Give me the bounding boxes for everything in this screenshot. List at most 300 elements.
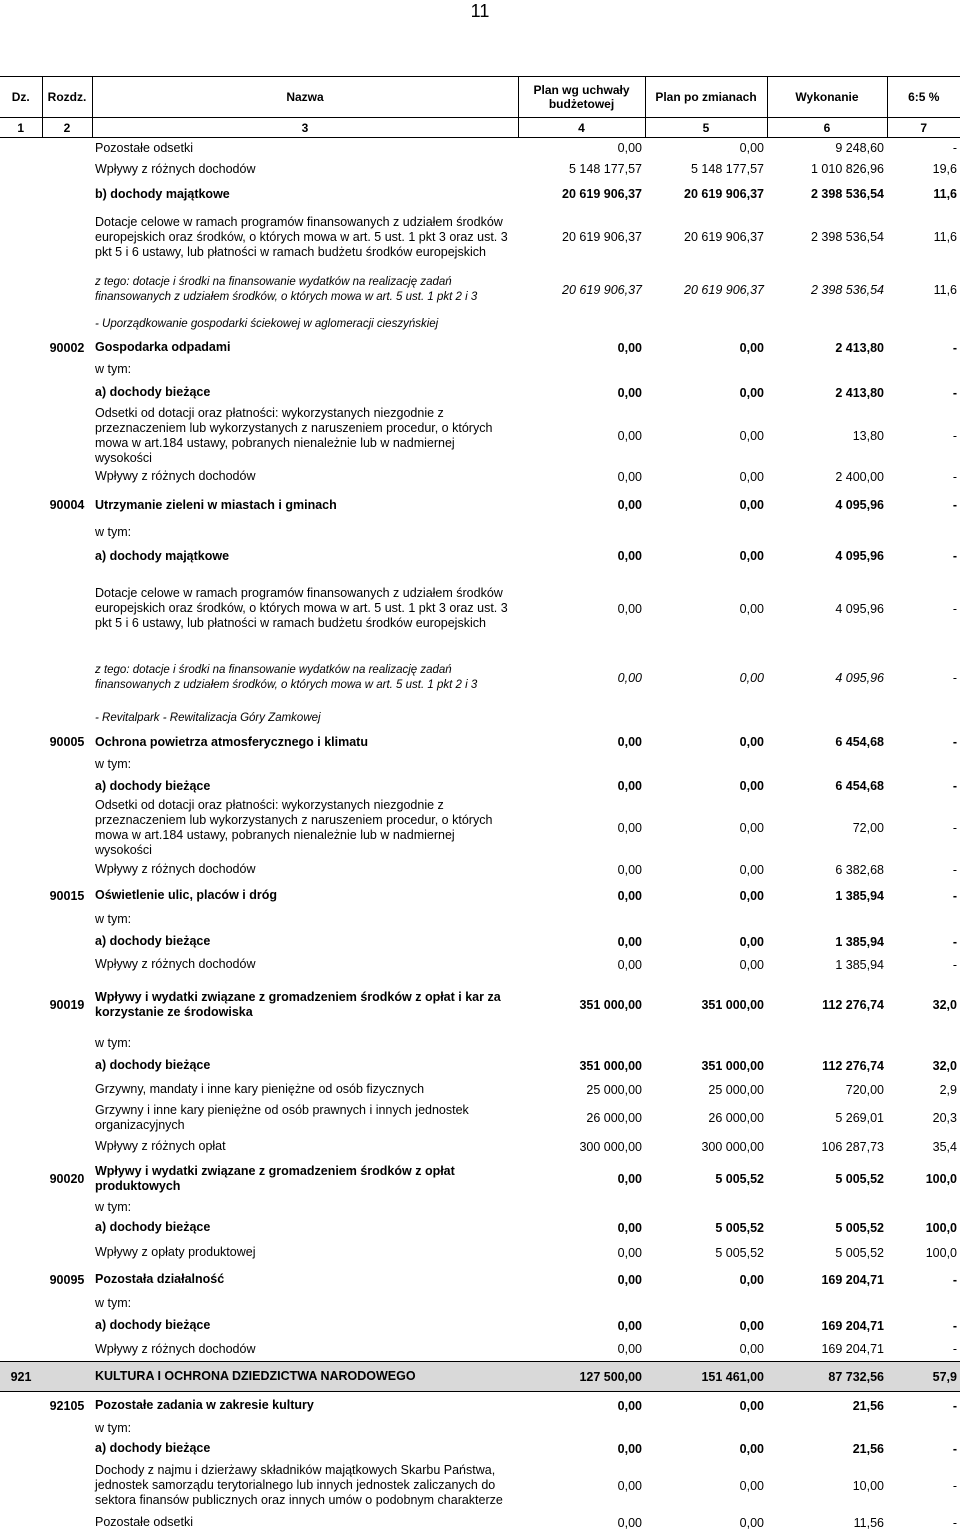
rozdz-cell xyxy=(42,858,92,882)
rozdz-cell xyxy=(42,543,92,570)
name-cell: w tym: xyxy=(95,525,132,539)
rozdz-cell xyxy=(42,1314,92,1338)
plan-uchwaly-cell: 20 619 906,37 xyxy=(562,282,642,297)
pct-cell: - xyxy=(952,1441,957,1456)
plan-zmianach-cell xyxy=(645,1199,767,1216)
rozdz-cell: 90020 xyxy=(49,1171,85,1186)
name-cell: KULTURA I OCHRONA DZIEDZICTWA NARODOWEGO xyxy=(92,1362,518,1392)
plan-uchwaly-cell xyxy=(518,910,645,930)
table-row xyxy=(0,755,960,775)
name-cell: Gospodarka odpadami xyxy=(95,340,231,354)
pct-cell: - xyxy=(952,549,957,563)
plan-uchwaly-cell: 20 619 906,37 xyxy=(562,187,642,201)
name-cell: Odsetki od dotacji oraz płatności: wykorzystanych niezgodnie z przeznaczeniem lub wykorzystanych z naruszeniem procedur, o których mowa w art.184 ustawy, pobranych nienależnie lub w nadmiernej wysokości xyxy=(95,797,493,857)
table-row xyxy=(0,910,960,930)
rozdz-cell: 90004 xyxy=(49,498,85,512)
table-row xyxy=(0,523,960,543)
pct-cell: - xyxy=(952,1515,957,1530)
name-cell: z tego: dotacje i środki na finansowanie wydatków na realizację zadań finansowanych z udziałem środków, o których mowa w art. 5 ust. 1 pkt 2 i 3 xyxy=(95,663,478,691)
table-row xyxy=(0,1266,960,1294)
wykonanie-cell xyxy=(767,708,887,730)
rozdz-cell xyxy=(42,1216,92,1240)
pct-cell: 35,4 xyxy=(932,1139,957,1154)
header-wykonanie: Wykonanie xyxy=(767,77,887,118)
name-cell: z tego: dotacje i środki na finansowanie wydatków na realizację zadań finansowanych z udziałem środków, o których mowa w art. 5 ust. 1 pkt 2 i 3 xyxy=(95,275,478,303)
table-row xyxy=(0,488,960,523)
plan-zmianach-cell: 20 619 906,37 xyxy=(684,187,764,201)
table-row xyxy=(0,1135,960,1159)
rozdz-cell: 90002 xyxy=(49,340,85,355)
rozdz-cell xyxy=(42,570,92,648)
plan-zmianach-cell xyxy=(645,1034,767,1054)
plan-uchwaly-cell: 351 000,00 xyxy=(579,1058,642,1073)
name-cell: w tym: xyxy=(95,362,132,376)
rozdz-cell: 90019 xyxy=(49,997,85,1012)
dz-cell xyxy=(0,543,42,570)
plan-uchwaly-cell: 0,00 xyxy=(617,779,642,793)
rozdz-cell xyxy=(42,1338,92,1362)
rozdz-cell xyxy=(42,1240,92,1266)
pct-cell: - xyxy=(952,779,957,793)
dz-cell xyxy=(0,1266,42,1294)
rozdz-cell xyxy=(42,209,92,266)
table-row xyxy=(0,798,960,858)
wykonanie-cell: 21,56 xyxy=(852,1398,884,1413)
pct-cell: - xyxy=(952,957,957,972)
table-row xyxy=(0,1102,960,1135)
plan-uchwaly-cell: 0,00 xyxy=(617,1318,642,1333)
pct-cell: - xyxy=(952,1342,957,1357)
wykonanie-cell: 87 732,56 xyxy=(767,1362,887,1392)
rozdz-cell xyxy=(42,466,92,488)
table-row xyxy=(0,954,960,976)
plan-zmianach-cell: 0,00 xyxy=(739,670,764,685)
pct-cell xyxy=(887,708,960,730)
table-row xyxy=(0,1078,960,1102)
rozdz-cell xyxy=(42,406,92,466)
wykonanie-cell: 5 005,52 xyxy=(835,1245,884,1260)
name-cell: Pozostała działalność xyxy=(95,1272,225,1286)
table-row xyxy=(0,976,960,1034)
dz-cell xyxy=(0,775,42,798)
name-cell: w tym: xyxy=(95,757,132,771)
table-row xyxy=(0,406,960,466)
rozdz-cell xyxy=(42,380,92,406)
name-cell: Wpływy i wydatki związane z gromadzeniem środków z opłat produktowych xyxy=(95,1163,455,1193)
rozdz-cell xyxy=(42,1437,92,1461)
budget-table-body xyxy=(0,138,960,1535)
table-row xyxy=(0,1338,960,1362)
dz-cell xyxy=(0,1034,42,1054)
rozdz-cell xyxy=(42,1362,92,1392)
plan-zmianach-cell: 0,00 xyxy=(739,934,764,949)
wykonanie-cell: 6 454,68 xyxy=(835,779,884,793)
header-nazwa: Nazwa xyxy=(92,77,518,118)
plan-zmianach-cell: 26 000,00 xyxy=(708,1111,764,1125)
plan-uchwaly-cell: 0,00 xyxy=(617,549,642,563)
rozdz-cell xyxy=(42,1420,92,1437)
wykonanie-cell: 13,80 xyxy=(852,428,884,443)
rozdz-cell xyxy=(42,180,92,209)
table-row xyxy=(0,209,960,266)
table-row xyxy=(0,730,960,755)
name-cell: Odsetki od dotacji oraz płatności: wykorzystanych niezgodnie z przeznaczeniem lub wykorzystanych z naruszeniem procedur, o których mowa w art.184 ustawy, pobranych nienależnie lub w nadmiernej wysokości xyxy=(95,405,493,465)
rozdz-cell xyxy=(42,648,92,708)
wykonanie-cell: 2 413,80 xyxy=(835,385,884,400)
pct-cell: - xyxy=(952,469,957,484)
name-cell: a) dochody bieżące xyxy=(95,1318,211,1332)
plan-uchwaly-cell: 0,00 xyxy=(617,1478,642,1493)
rozdz-cell xyxy=(42,1102,92,1135)
table-row xyxy=(0,1420,960,1437)
table-row xyxy=(0,266,960,314)
budget-table xyxy=(0,76,960,1535)
plan-uchwaly-cell: 0,00 xyxy=(617,1398,642,1413)
wykonanie-cell xyxy=(767,1199,887,1216)
section-row xyxy=(0,1362,960,1392)
plan-zmianach-cell xyxy=(645,1420,767,1437)
wykonanie-cell: 9 248,60 xyxy=(835,141,884,156)
dz-cell xyxy=(0,314,42,336)
header-col-4: 4 xyxy=(518,118,645,138)
plan-uchwaly-cell xyxy=(518,1420,645,1437)
table-row xyxy=(0,180,960,209)
wykonanie-cell xyxy=(767,1420,887,1437)
table-row xyxy=(0,648,960,708)
rozdz-cell xyxy=(42,708,92,730)
wykonanie-cell: 5 005,52 xyxy=(835,1171,884,1186)
wykonanie-cell: 2 398 536,54 xyxy=(811,282,884,297)
wykonanie-cell: 5 269,01 xyxy=(835,1111,884,1125)
table-row xyxy=(0,336,960,360)
wykonanie-cell: 112 276,74 xyxy=(822,997,884,1012)
name-cell: b) dochody majątkowe xyxy=(95,186,230,201)
pct-cell: - xyxy=(952,862,957,877)
name-cell: w tym: xyxy=(95,1199,132,1214)
dz-cell xyxy=(0,466,42,488)
pct-cell: - xyxy=(952,1478,957,1493)
pct-cell: - xyxy=(952,385,957,400)
pct-cell: - xyxy=(952,820,957,835)
plan-uchwaly-cell: 25 000,00 xyxy=(586,1082,642,1097)
name-cell: Pozostałe odsetki xyxy=(95,140,193,155)
plan-zmianach-cell xyxy=(645,910,767,930)
pct-cell: - xyxy=(952,1318,957,1333)
plan-uchwaly-cell: 351 000,00 xyxy=(579,997,642,1012)
plan-uchwaly-cell: 0,00 xyxy=(617,670,642,685)
plan-uchwaly-cell xyxy=(518,314,645,336)
dz-cell xyxy=(0,910,42,930)
wykonanie-cell: 1 010 826,96 xyxy=(811,162,884,176)
rozdz-cell: 92105 xyxy=(49,1398,85,1413)
dz-cell xyxy=(0,648,42,708)
name-cell: a) dochody bieżące xyxy=(95,1220,211,1234)
wykonanie-cell xyxy=(767,314,887,336)
plan-uchwaly-cell: 0,00 xyxy=(617,1171,642,1186)
table-row xyxy=(0,858,960,882)
dz-cell: 921 xyxy=(0,1362,42,1392)
wykonanie-cell xyxy=(767,360,887,380)
table-row xyxy=(0,570,960,648)
name-cell: - Uporządkowanie gospodarki ściekowej w aglomeracji cieszyńskiej xyxy=(95,318,439,330)
pct-cell: - xyxy=(952,888,957,903)
dz-cell xyxy=(0,708,42,730)
plan-uchwaly-cell: 0,00 xyxy=(617,888,642,903)
plan-zmianach-cell xyxy=(645,755,767,775)
name-cell: Ochrona powietrza atmosferycznego i klimatu xyxy=(95,734,368,749)
plan-uchwaly-cell: 0,00 xyxy=(617,141,642,156)
rozdz-cell xyxy=(42,138,92,159)
dz-cell xyxy=(0,1159,42,1199)
wykonanie-cell: 112 276,74 xyxy=(822,1058,884,1073)
wykonanie-cell: 6 382,68 xyxy=(835,862,884,877)
plan-uchwaly-cell: 0,00 xyxy=(617,1220,642,1235)
plan-zmianach-cell: 20 619 906,37 xyxy=(684,282,764,297)
table-row xyxy=(0,1216,960,1240)
plan-zmianach-cell: 151 461,00 xyxy=(645,1362,767,1392)
plan-zmianach-cell: 0,00 xyxy=(739,820,764,835)
plan-uchwaly-cell: 0,00 xyxy=(617,1342,642,1357)
plan-zmianach-cell: 0,00 xyxy=(739,888,764,903)
plan-uchwaly-cell: 0,00 xyxy=(617,469,642,484)
rozdz-cell xyxy=(42,314,92,336)
plan-uchwaly-cell: 0,00 xyxy=(617,1441,642,1456)
plan-uchwaly-cell: 5 148 177,57 xyxy=(569,162,642,176)
dz-cell xyxy=(0,570,42,648)
plan-uchwaly-cell: 0,00 xyxy=(617,1245,642,1260)
wykonanie-cell xyxy=(767,523,887,543)
name-cell: a) dochody bieżące xyxy=(95,1058,211,1072)
rozdz-cell: 90015 xyxy=(49,888,85,903)
dz-cell xyxy=(0,488,42,523)
wykonanie-cell xyxy=(767,755,887,775)
dz-cell xyxy=(0,406,42,466)
name-cell: a) dochody bieżące xyxy=(95,385,211,399)
rozdz-cell xyxy=(42,1461,92,1511)
plan-uchwaly-cell: 300 000,00 xyxy=(579,1139,642,1154)
plan-uchwaly-cell xyxy=(518,1199,645,1216)
dz-cell xyxy=(0,858,42,882)
rozdz-cell xyxy=(42,1078,92,1102)
plan-uchwaly-cell: 0,00 xyxy=(617,601,642,616)
pct-cell: 19,6 xyxy=(932,162,957,176)
name-cell: Grzywny i inne kary pieniężne od osób prawnych i innych jednostek organizacyjnych xyxy=(95,1103,469,1132)
pct-cell xyxy=(887,314,960,336)
pct-cell xyxy=(887,1420,960,1437)
plan-uchwaly-cell: 0,00 xyxy=(617,862,642,877)
plan-zmianach-cell: 0,00 xyxy=(739,1318,764,1333)
plan-zmianach-cell: 0,00 xyxy=(739,601,764,616)
table-row xyxy=(0,360,960,380)
rozdz-cell xyxy=(42,159,92,180)
wykonanie-cell: 4 095,96 xyxy=(835,549,884,563)
plan-zmianach-cell: 0,00 xyxy=(739,1272,764,1287)
dz-cell xyxy=(0,266,42,314)
plan-uchwaly-cell xyxy=(518,523,645,543)
dz-cell xyxy=(0,1054,42,1078)
pct-cell xyxy=(887,360,960,380)
name-cell: - Revitalpark - Rewitalizacja Góry Zamkowej xyxy=(95,712,321,724)
rozdz-cell xyxy=(42,1511,92,1535)
pct-cell xyxy=(887,523,960,543)
name-cell: a) dochody majątkowe xyxy=(95,548,230,563)
dz-cell xyxy=(0,523,42,543)
dz-cell xyxy=(0,1199,42,1216)
pct-cell xyxy=(887,1294,960,1314)
pct-cell: 32,0 xyxy=(932,1058,957,1073)
pct-cell: - xyxy=(952,735,957,749)
plan-zmianach-cell: 0,00 xyxy=(739,1441,764,1456)
header-dz: Dz. xyxy=(0,77,42,118)
name-cell: Wpływy z różnych dochodów xyxy=(95,1341,256,1356)
pct-cell: 100,0 xyxy=(925,1245,957,1260)
plan-uchwaly-cell: 0,00 xyxy=(617,498,642,512)
plan-uchwaly-cell: 0,00 xyxy=(617,820,642,835)
plan-uchwaly-cell: 0,00 xyxy=(617,385,642,400)
dz-cell xyxy=(0,159,42,180)
dz-cell xyxy=(0,1437,42,1461)
wykonanie-cell xyxy=(767,1294,887,1314)
table-row xyxy=(0,1461,960,1511)
plan-zmianach-cell: 0,00 xyxy=(739,385,764,400)
name-cell: Wpływy z różnych dochodów xyxy=(95,957,256,971)
wykonanie-cell: 169 204,71 xyxy=(821,1342,884,1357)
pct-cell: - xyxy=(952,141,957,156)
table-row xyxy=(0,1511,960,1535)
wykonanie-cell: 1 385,94 xyxy=(835,957,884,972)
pct-cell: - xyxy=(952,498,957,512)
name-cell: w tym: xyxy=(95,912,132,926)
table-row xyxy=(0,380,960,406)
rozdz-cell xyxy=(42,1199,92,1216)
wykonanie-cell: 2 398 536,54 xyxy=(811,187,884,201)
plan-uchwaly-cell: 20 619 906,37 xyxy=(562,230,642,244)
table-row xyxy=(0,1437,960,1461)
dz-cell xyxy=(0,954,42,976)
name-cell: w tym: xyxy=(95,1420,132,1435)
table-row xyxy=(0,543,960,570)
pct-cell xyxy=(887,1034,960,1054)
dz-cell xyxy=(0,138,42,159)
rozdz-cell xyxy=(42,930,92,954)
rozdz-cell: 90005 xyxy=(49,735,85,749)
table-row xyxy=(0,775,960,798)
plan-uchwaly-cell xyxy=(518,1294,645,1314)
rozdz-cell xyxy=(42,755,92,775)
pct-cell: 20,3 xyxy=(932,1111,957,1125)
table-row xyxy=(0,1314,960,1338)
plan-uchwaly-cell: 0,00 xyxy=(617,934,642,949)
plan-zmianach-cell: 0,00 xyxy=(739,498,764,512)
header-pct: 6:5 % xyxy=(887,77,960,118)
table-row xyxy=(0,1240,960,1266)
name-cell: Wpływy z różnych dochodów xyxy=(95,469,256,483)
pct-cell: 32,0 xyxy=(932,997,957,1012)
name-cell: Grzywny, mandaty i inne kary pieniężne od osób fizycznych xyxy=(95,1082,425,1096)
dz-cell xyxy=(0,1461,42,1511)
wykonanie-cell: 10,00 xyxy=(852,1478,884,1493)
plan-zmianach-cell: 351 000,00 xyxy=(701,1058,764,1073)
pct-cell: 11,6 xyxy=(933,230,957,244)
plan-zmianach-cell: 5 005,52 xyxy=(715,1220,764,1235)
pct-cell xyxy=(887,1199,960,1216)
dz-cell xyxy=(0,1078,42,1102)
plan-uchwaly-cell: 0,00 xyxy=(617,1272,642,1287)
name-cell: Dochody z najmu i dzierżawy składników majątkowych Skarbu Państwa, jednostek samorządu terytorialnego lub innych jednostek zaliczanych do sektora finansów publicznych oraz innych umów o podobnym charakterze xyxy=(95,1463,503,1507)
wykonanie-cell: 169 204,71 xyxy=(821,1318,884,1333)
header-col-5: 5 xyxy=(645,118,767,138)
rozdz-cell xyxy=(42,360,92,380)
name-cell: Oświetlenie ulic, placów i dróg xyxy=(95,888,277,902)
rozdz-cell xyxy=(42,1034,92,1054)
dz-cell xyxy=(0,1314,42,1338)
table-row xyxy=(0,930,960,954)
dz-cell xyxy=(0,360,42,380)
plan-zmianach-cell: 300 000,00 xyxy=(701,1139,764,1154)
plan-zmianach-cell xyxy=(645,1294,767,1314)
plan-zmianach-cell xyxy=(645,314,767,336)
wykonanie-cell: 72,00 xyxy=(852,820,884,835)
plan-zmianach-cell: 0,00 xyxy=(739,1478,764,1493)
name-cell: Pozostałe odsetki xyxy=(95,1515,193,1529)
dz-cell xyxy=(0,882,42,910)
pct-cell: 11,6 xyxy=(933,187,957,201)
plan-zmianach-cell: 0,00 xyxy=(739,862,764,877)
name-cell: Wpływy z różnych dochodów xyxy=(95,862,256,876)
plan-zmianach-cell: 351 000,00 xyxy=(701,997,764,1012)
plan-zmianach-cell: 0,00 xyxy=(739,1342,764,1357)
plan-zmianach-cell: 5 005,52 xyxy=(715,1245,764,1260)
header-plan-zmianach: Plan po zmianach xyxy=(645,77,767,118)
dz-cell xyxy=(0,1102,42,1135)
rozdz-cell xyxy=(42,266,92,314)
name-cell: Wpływy z różnych opłat xyxy=(95,1139,226,1153)
pct-cell: - xyxy=(952,934,957,949)
pct-cell: - xyxy=(952,428,957,443)
rozdz-cell xyxy=(42,798,92,858)
table-row xyxy=(0,1054,960,1078)
pct-cell: 2,9 xyxy=(939,1082,957,1097)
plan-zmianach-cell: 0,00 xyxy=(739,141,764,156)
header-rozdz: Rozdz. xyxy=(42,77,92,118)
name-cell: Wpływy i wydatki związane z gromadzeniem środków z opłat i kar za korzystanie ze środowiska xyxy=(95,989,501,1019)
dz-cell xyxy=(0,755,42,775)
rozdz-cell xyxy=(42,1135,92,1159)
table-row xyxy=(0,1294,960,1314)
table-row xyxy=(0,314,960,336)
pct-cell: - xyxy=(952,1272,957,1287)
dz-cell xyxy=(0,1420,42,1437)
name-cell: Utrzymanie zieleni w miastach i gminach xyxy=(95,497,337,512)
table-row xyxy=(0,1392,960,1420)
wykonanie-cell: 106 287,73 xyxy=(821,1139,884,1154)
dz-cell xyxy=(0,1294,42,1314)
wykonanie-cell: 6 454,68 xyxy=(835,735,884,749)
name-cell: a) dochody bieżące xyxy=(95,1441,211,1455)
header-plan-uchwaly: Plan wg uchwały budżetowej xyxy=(518,77,645,118)
header-col-1: 1 xyxy=(0,118,42,138)
table-row xyxy=(0,1199,960,1216)
wykonanie-cell: 2 398 536,54 xyxy=(811,230,884,244)
name-cell: a) dochody bieżące xyxy=(95,778,211,793)
wykonanie-cell: 2 400,00 xyxy=(835,469,884,484)
name-cell: Pozostałe zadania w zakresie kultury xyxy=(95,1398,314,1413)
wykonanie-cell: 4 095,96 xyxy=(835,601,884,616)
rozdz-cell xyxy=(42,775,92,798)
dz-cell xyxy=(0,1392,42,1420)
wykonanie-cell: 720,00 xyxy=(845,1082,884,1097)
plan-zmianach-cell: 0,00 xyxy=(739,1398,764,1413)
